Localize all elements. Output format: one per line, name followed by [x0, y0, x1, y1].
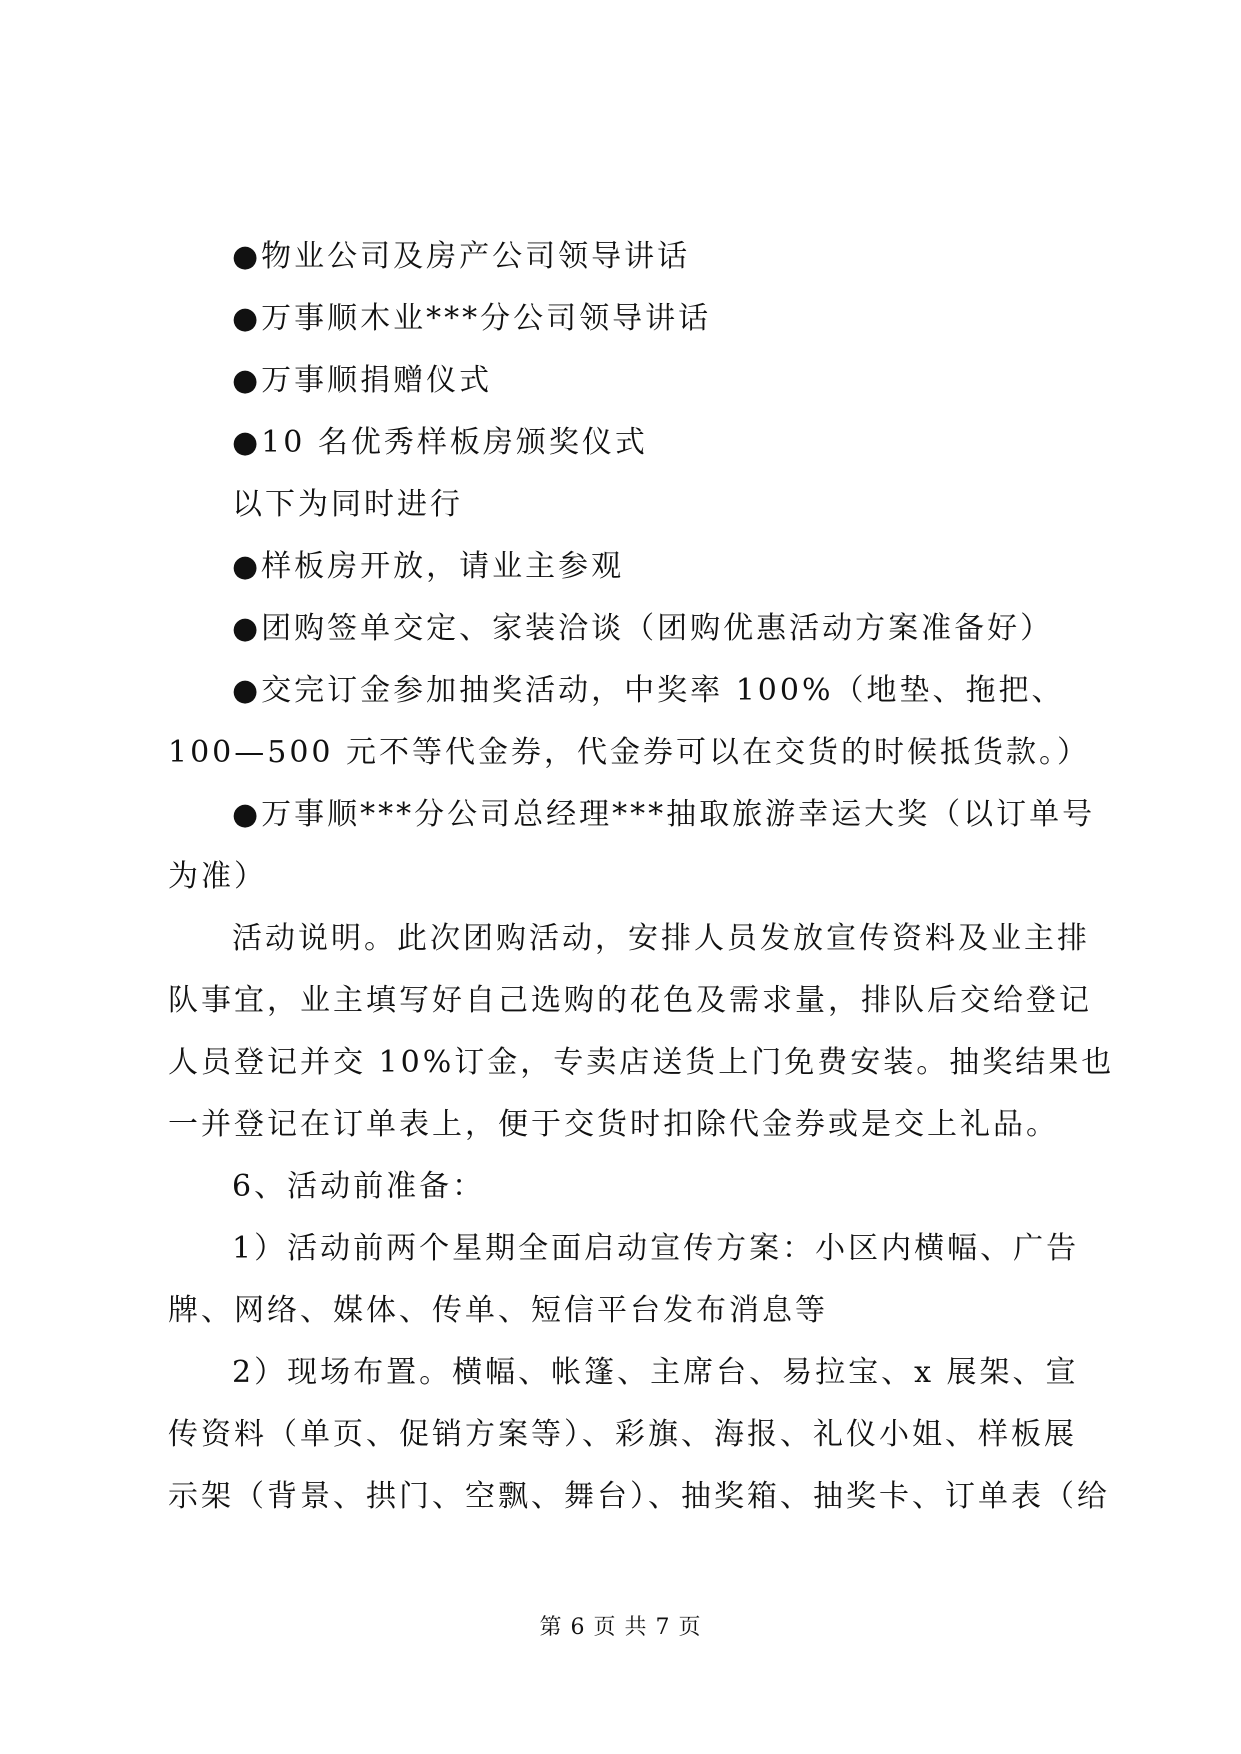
text-line: 2）现场布置。横幅、帐篷、主席台、易拉宝、x 展架、宣 — [232, 1355, 1079, 1390]
text-line: 人员登记并交 10%订金，专卖店送货上门免费安装。抽奖结果也 — [168, 1045, 1115, 1080]
text-line: ●万事顺捐赠仪式 — [232, 363, 493, 398]
text-line: 1）活动前两个星期全面启动宣传方案：小区内横幅、广告 — [232, 1231, 1080, 1266]
page-footer: 第 6 页 共 7 页 — [539, 1615, 702, 1640]
text-line: 牌、网络、媒体、传单、短信平台发布消息等 — [168, 1293, 828, 1328]
document-body — [168, 226, 1115, 1528]
text-line: ●样板房开放，请业主参观 — [232, 549, 625, 584]
text-line: ●团购签单交定、家装洽谈（团购优惠活动方案准备好） — [232, 611, 1054, 646]
text-line: 示架（背景、拱门、空飘、舞台）、抽奖箱、抽奖卡、订单表（给 — [168, 1479, 1110, 1514]
text-line: ●万事顺木业***分公司领导讲话 — [232, 301, 712, 336]
text-line: ●万事顺***分公司总经理***抽取旅游幸运大奖（以订单号 — [232, 797, 1096, 832]
text-line: 100—500 元不等代金券，代金券可以在交货的时候抵货款。） — [168, 735, 1091, 770]
text-line: ●交完订金参加抽奖活动，中奖率 100%（地垫、拖把、 — [232, 673, 1065, 708]
text-line: 一并登记在订单表上，便于交货时扣除代金券或是交上礼品。 — [168, 1107, 1059, 1142]
text-line: 传资料（单页、促销方案等）、彩旗、海报、礼仪小姐、样板展 — [168, 1417, 1077, 1452]
text-line: ●物业公司及房产公司领导讲话 — [232, 239, 691, 274]
text-line: ●10 名优秀样板房颁奖仪式 — [232, 425, 648, 460]
text-line: 活动说明。此次团购活动，安排人员发放宣传资料及业主排 — [232, 921, 1090, 956]
text-line: 以下为同时进行 — [232, 487, 463, 522]
text-line: 为准） — [168, 859, 267, 894]
text-line: 队事宜，业主填写好自己选购的花色及需求量，排队后交给登记 — [168, 983, 1092, 1018]
text-line: 6、活动前准备： — [232, 1169, 486, 1204]
